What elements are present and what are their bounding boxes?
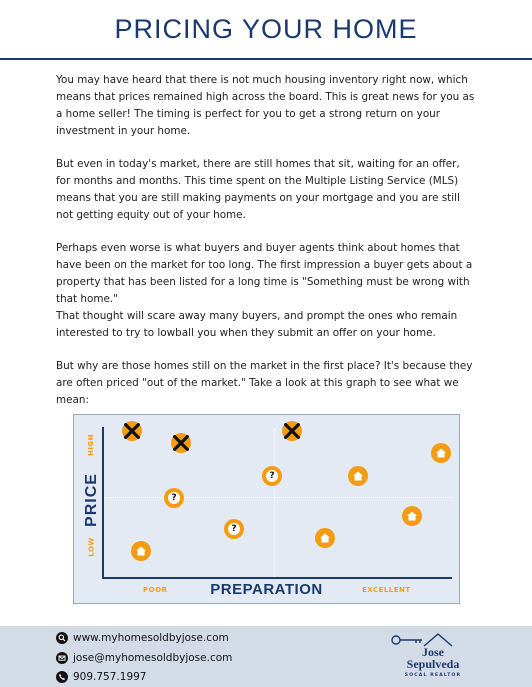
house-marker: [131, 541, 151, 561]
x-icon: [122, 420, 142, 442]
title-divider: [0, 58, 532, 60]
paragraph-3: Perhaps even worse is what buyers and buyer agents think about homes that have been on the market for too long. The first impression a buyer gets about a property that has been listed for a long time is "Something must be wrong with that home.": [56, 242, 473, 305]
house-marker: [431, 443, 451, 463]
question-icon: ?: [228, 523, 240, 535]
question-marker: [224, 519, 244, 539]
paragraph-5: But why are those homes still on the market in the first place? It's because they are often priced "out of the market." Take a look at this graph to see what we mean:: [56, 360, 473, 406]
realtor-logo: [388, 632, 478, 682]
house-icon: [352, 470, 364, 482]
overpriced-x-marker: [171, 433, 191, 453]
paragraph-2: But even in today's market, there are still homes that sit, waiting for an offer, for months and months. This time spent on the Multiple Listing Service (MLS) means that you are still making payments on your mortgage and you are still not getting equity out of your home.: [56, 158, 460, 221]
logo-first-name: Jose: [422, 645, 444, 659]
overpriced-x-marker: [282, 421, 302, 441]
graph-x-axis-label: PREPARATION: [210, 581, 323, 598]
email-text[interactable]: jose@myhomesoldbyjose.com: [73, 652, 233, 664]
graph-y-axis-label: PRICE: [83, 473, 100, 527]
search-icon: [56, 632, 68, 644]
graph-x-axis: [102, 577, 452, 579]
website-text[interactable]: www.myhomesoldbyjose.com: [73, 632, 229, 644]
house-marker: [315, 528, 335, 548]
phone-icon: [56, 671, 68, 683]
graph-gridline-vertical: [274, 429, 275, 577]
house-marker: [402, 506, 422, 526]
overpriced-x-marker: [122, 421, 142, 441]
house-icon: [406, 510, 418, 522]
graph-y-low-label: LOW: [87, 537, 96, 557]
paragraph-4: That thought will scare away many buyers, and prompt the ones who remain interested to try to lowball you when they submit an offer on your home.: [56, 310, 458, 339]
question-marker: [262, 466, 282, 486]
graph-x-poor-label: POOR: [143, 586, 168, 594]
question-icon: ?: [266, 470, 278, 482]
price-preparation-graph: [73, 414, 460, 604]
house-icon: [319, 532, 331, 544]
house-marker: [348, 466, 368, 486]
phone-text[interactable]: 909.757.1997: [73, 671, 147, 683]
question-icon: ?: [168, 492, 180, 504]
graph-x-excellent-label: EXCELLENT: [362, 586, 411, 594]
logo-last-name: Sepulveda: [406, 657, 460, 671]
x-icon: [171, 432, 191, 454]
logo-tagline: SOCAL REALTOR: [404, 673, 462, 678]
house-icon: [135, 545, 147, 557]
question-marker: [164, 488, 184, 508]
graph-gridline-horizontal: [104, 497, 452, 498]
email-icon: [56, 652, 68, 664]
paragraph-1: You may have heard that there is not much housing inventory right now, which means that prices remained high across the board. This is great news for you as a home seller! The timing is perfect for you to get a strong return on your investment in your home.: [56, 74, 475, 137]
email-contact[interactable]: [56, 652, 232, 664]
x-icon: [282, 420, 302, 442]
house-icon: [435, 447, 447, 459]
page-title: PRICING YOUR HOME: [114, 14, 418, 44]
graph-y-axis: [102, 427, 104, 579]
graph-y-high-label: HIGH: [87, 433, 96, 457]
website-contact[interactable]: [56, 632, 229, 644]
phone-contact[interactable]: [56, 671, 146, 683]
